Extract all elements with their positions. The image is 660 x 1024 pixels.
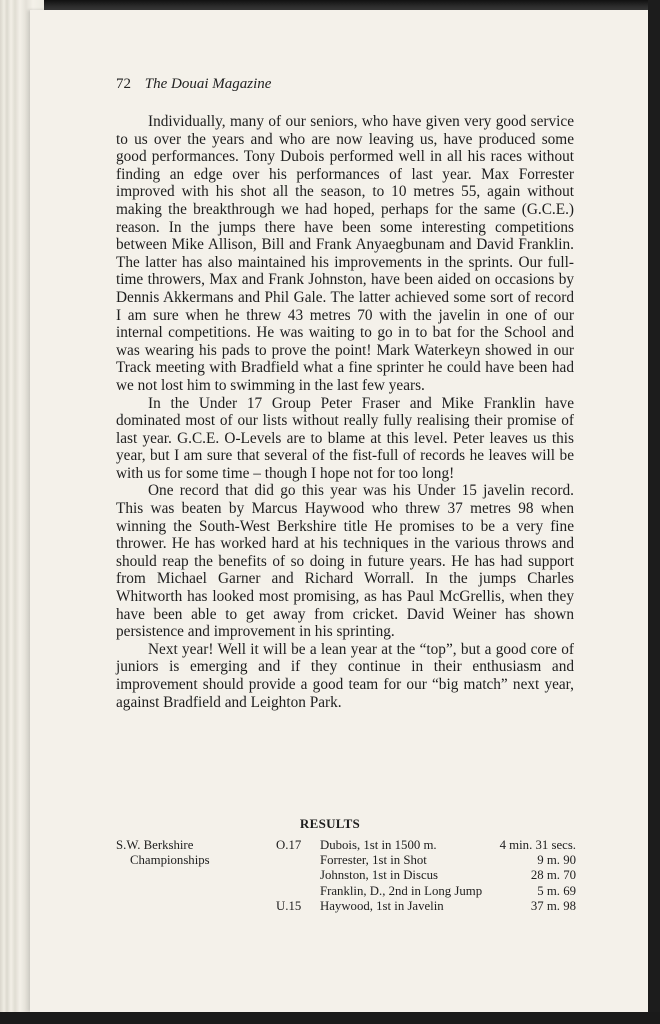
results-rows xyxy=(276,838,576,914)
result-event: Haywood, 1st in Javelin xyxy=(320,898,444,913)
result-value: 28 m. 70 xyxy=(530,868,576,883)
result-event: Johnston, 1st in Discus xyxy=(320,868,439,883)
result-value: 9 m. 90 xyxy=(537,853,576,868)
meeting-line: S.W. Berkshire xyxy=(116,838,194,852)
result-row xyxy=(276,838,576,853)
meeting-line: Championships xyxy=(130,853,210,868)
result-row xyxy=(276,853,576,868)
scan-top-border xyxy=(0,0,660,10)
paragraph: In the Under 17 Group Peter Fraser and Mike Franklin have dominated most of our lists without really fully realising their promise of last year. G.C.E. O-Levels are to blame at this level. Peter leaves us this year, but I am sure that several of the fist-full of records he leaves will be with us for some time – though I hope not for too long! xyxy=(116,394,574,482)
result-row xyxy=(276,884,576,899)
result-event: Dubois, 1st in 1500 m. xyxy=(320,838,437,852)
result-row xyxy=(276,868,576,883)
page-number: 72 xyxy=(116,76,131,92)
results-heading: RESULTS xyxy=(299,816,361,831)
scan-right-border xyxy=(648,0,660,1024)
paragraph: One record that did go this year was his Under 15 javelin record. This was beaten by Marcus Haywood who threw 37 metres 98 when winning the South-West Berkshire title He promises to be a very fine thrower. He has worked hard at his techniques in the various throws and should reap the benefits of so doing in future years. He has had support from Michael Garner and Richard Worrall. In the jumps Charles Whitworth has looked most promising, as has Paul McGrellis, when they have been able to get away from cricket. David Weiner has shown persistence and improvement in his sprinting. xyxy=(116,482,574,641)
result-value: 5 m. 69 xyxy=(537,883,576,898)
magazine-title: The Douai Magazine xyxy=(144,76,272,92)
scan-bottom-border xyxy=(0,1012,660,1024)
result-event: Forrester, 1st in Shot xyxy=(320,853,427,868)
meeting-name xyxy=(116,838,276,868)
paragraph: Next year! Well it will be a lean year at the “top”, but a good core of juniors is emerging and if they continue in their enthusiasm and improvement should provide a good team for our “big match” next year, against Bradfield and Leighton Park. xyxy=(116,640,574,711)
running-header xyxy=(116,76,271,93)
result-value: 4 min. 31 secs. xyxy=(499,838,576,852)
age-group: U.15 xyxy=(276,898,302,913)
result-event: Franklin, D., 2nd in Long Jump xyxy=(320,883,483,898)
age-group: O.17 xyxy=(276,838,302,852)
article-body xyxy=(116,113,574,711)
paragraph: Individually, many of our seniors, who have given very good service to us over the years and who are now leaving us, have produced some good performances. Tony Dubois performed well in all his races without finding an edge over his performances of last year. Max Forrester improved with his shot all the season, to 10 metres 55, again without making the breakthrough we had hoped, perhaps for the same (G.C.E.) reason. In the jumps there have been some interesting competitions between Mike Allison, Bill and Frank Anyaegbunam and David Franklin. The latter has also maintained his improvements in the sprints. Our full-time throwers, Max and Frank Johnston, have been aided on occasions by Dennis Akkermans and Phil Gale. The latter achieved some sort of record I am sure when he threw 43 metres 70 with the javelin in one of our internal competitions. He was waiting to go in to bat for the School and was wearing his pads to prove the point! Mark Waterkeyn showed in our Track meeting with Bradfield what a fine sprinter he could have been had we not lost him to swimming in the last few years. xyxy=(116,113,574,394)
result-value: 37 m. 98 xyxy=(530,898,576,913)
result-row xyxy=(276,899,576,914)
